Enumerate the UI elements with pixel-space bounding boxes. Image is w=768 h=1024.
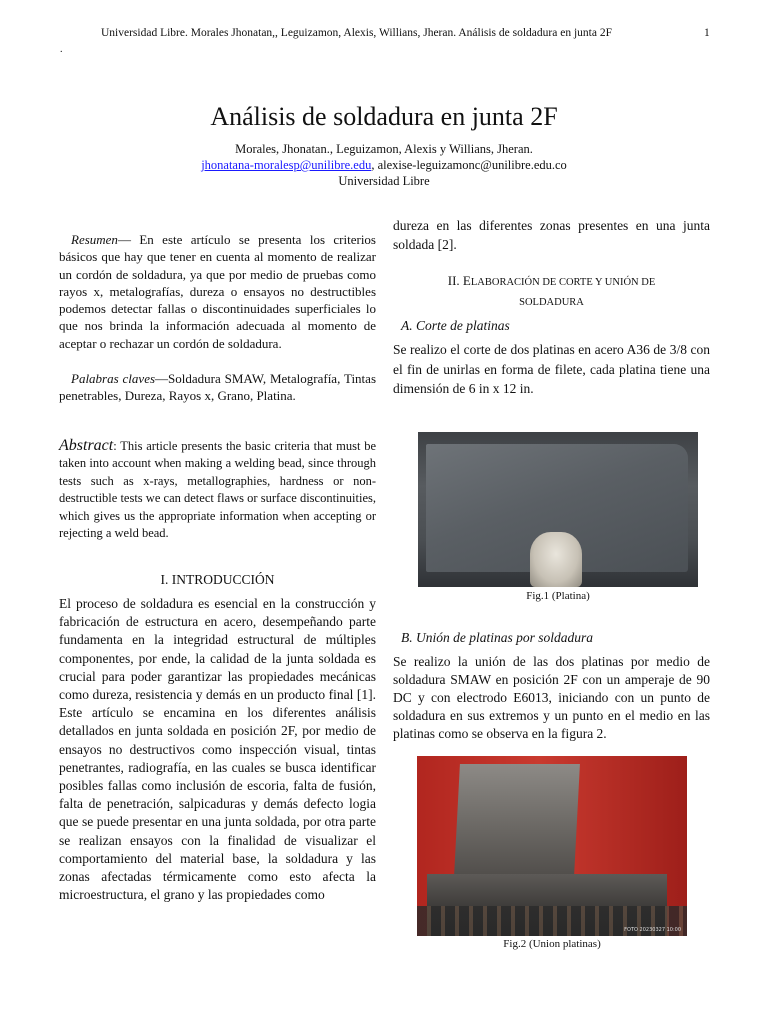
figure-1-image <box>418 432 698 587</box>
continued-text: dureza en las diferentes zonas presentes en una junta soldada [2]. <box>393 218 710 252</box>
figure-2-caption: Fig.2 (Union platinas) <box>503 938 601 950</box>
page-number: 1 <box>704 27 710 39</box>
subsection-a-body <box>393 340 710 399</box>
email-link[interactable]: jhonatana-moralesp@unilibre.edu <box>201 158 372 172</box>
section-2-heading <box>393 271 710 313</box>
intro-body <box>59 595 376 904</box>
abstract-section <box>59 437 376 542</box>
header-dot: . <box>60 44 63 55</box>
affiliation: Universidad Libre <box>338 174 430 188</box>
intro-text: El proceso de soldadura es esencial en la construcción y fabricación de estructura en acero, desempeñando parte fundamenta en la integridad estructural de múltiples componentes, por ende, la calidad de la junta soldada es crucial para poder garantizar las propiedades mecánicas como dureza, resistencia y demás en un producto final [1]. Este artículo se encamina en los diferentes análisis detallados en junta soldada en posición 2F, por medio de ensayos no destructivos como inspección visual, tintas penetrantes, radiografía, en las cuales se busca identificar posibles fallas como inclusión de escoria, falta de fusión, falta de penetración, salpicaduras y demás defecto logia que se puede presentar en una junta soldada, por otra parte se realizan ensayos con la finalidad de visualizar el comportamiento del material base, la soldadura y las zonas afectadas térmicamente como esto afecta la microestructura, el grano y las propiedades como <box>59 596 376 903</box>
subsection-a-text: Se realizo el corte de dos platinas en acero A36 de 3/8 con el fin de unirlas en forma de filete, cada platina tiene una dimensión de 6 in x 12 in. <box>393 342 710 397</box>
abstract-text: : This article presents the basic criteria that must be taken into account when making a welding bead, since through tests such as x-rays, metallographies, hardness or non-destructible tests we can detect flaws or surface discontinuities, which gives us the appropriate information when accepting or rejecting a weld bead. <box>59 439 376 541</box>
author-names: Morales, Jhonatan., Leguizamon, Alexis y Willians, Jheran. <box>235 142 533 156</box>
subsection-a-heading: A. Corte de platinas <box>401 318 510 333</box>
glove <box>530 532 582 587</box>
subsection-b-body <box>393 653 710 743</box>
keywords-text: —Soldadura SMAW, Metalografía, Tintas penetrables, Dureza, Rayos x, Grano, Platina. <box>59 371 377 404</box>
figure-1-caption: Fig.1 (Platina) <box>526 590 590 602</box>
vertical-plate <box>454 764 580 876</box>
right-continued <box>393 216 710 254</box>
author-emails <box>0 157 768 173</box>
keywords-section <box>59 370 376 405</box>
resumen-section <box>59 231 376 352</box>
resumen-text: — En este artículo se presenta los criterios básicos que hay que tener en cuenta al momento de realizar un cordón de soldadura, ya que por medio de pruebas como rayos x, metalografías, dureza o ensayos no destructibles podemos detectar fallas o discontinuidades superficiales lo que nos brinda la información adecuada al momento de aceptar o rechazar un cordón de soldadura. <box>59 232 376 351</box>
email-rest: , alexise-leguizamonc@unilibre.edu.co <box>371 158 567 172</box>
sec2-line2: SOLDADURA <box>519 297 584 308</box>
sec2-line1: LABORACIÓN DE CORTE Y UNIÓN DE <box>470 277 656 288</box>
paper-title: Análisis de soldadura en junta 2F <box>210 102 558 131</box>
subsection-b-text: Se realizo la unión de las dos platinas por medio de soldadura SMAW en posición 2F con un amperaje de 90 DC y con electrodo E6013, iniciando con un punto de soldadura en sus extremos y un punto en el medio en las platinas como se observa en la figura 2. <box>393 654 710 741</box>
abstract-lead: Abstract <box>59 437 114 454</box>
subsection-b-heading: B. Unión de platinas por soldadura <box>401 630 594 645</box>
author-block <box>0 141 768 189</box>
keywords-lead: Palabras claves <box>71 371 156 386</box>
running-head-text: Universidad Libre. Morales Jhonatan,, Leguizamon, Alexis, Willians, Jheran. Análisis de soldadura en junta 2F <box>101 27 612 39</box>
resumen-lead: Resumen <box>71 232 118 247</box>
photo-stamp: FOTO 20230327 10:00 <box>624 927 681 933</box>
sec2-num: II. E <box>447 273 471 288</box>
intro-heading: I. INTRODUCCIÓN <box>160 572 275 587</box>
figure-2-image <box>417 756 687 936</box>
